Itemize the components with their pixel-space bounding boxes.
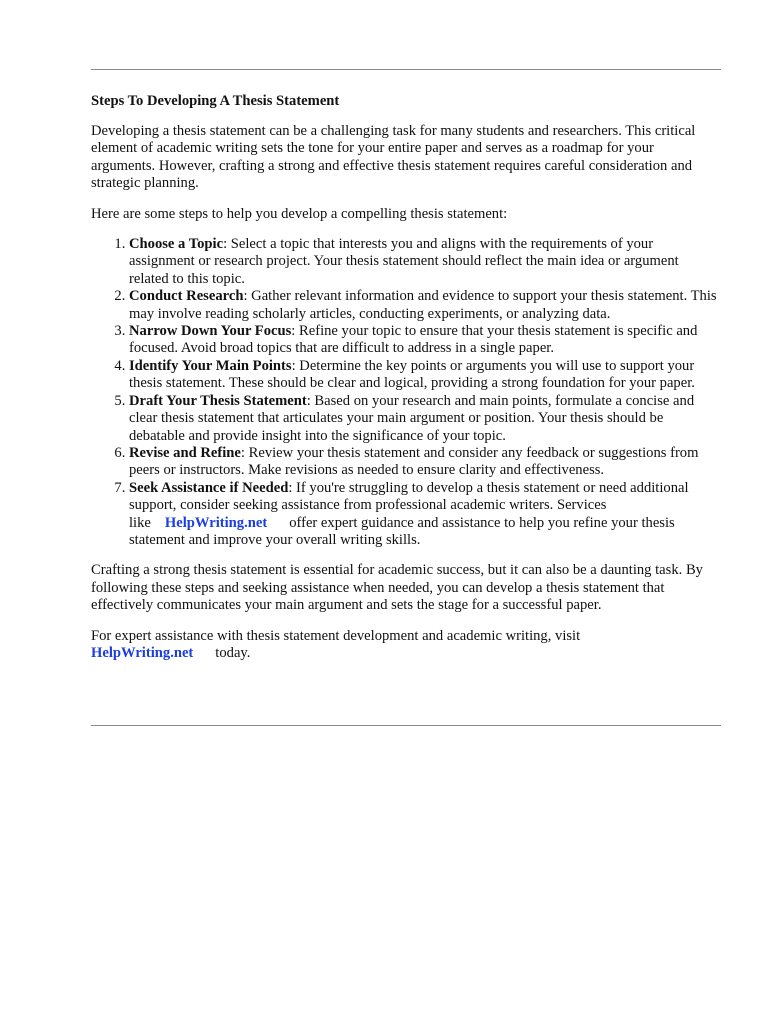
top-divider: [91, 69, 721, 70]
step-item-draft-thesis: [129, 393, 721, 445]
step-separator: :: [291, 323, 296, 340]
steps-list: [91, 236, 721, 549]
step-separator: :: [306, 392, 311, 409]
step-separator: :: [240, 444, 245, 461]
step-title: Narrow Down Your Focus: [129, 323, 292, 340]
step-separator: :: [223, 236, 228, 253]
step-item-seek-assistance: [129, 480, 721, 550]
step-item-narrow-focus: [129, 323, 721, 358]
step-text: Refine your topic to ensure that your thesis statement is specific and focused. Avoid broad topics that are difficult to address in a single paper.: [129, 323, 698, 357]
closing-text-before-link: For expert assistance with thesis statement development and academic writing, visit: [91, 627, 581, 644]
step-title: Conduct Research: [129, 288, 244, 305]
step-text: Determine the key points or arguments you will use to support your thesis statement. These should be clear and logical, providing a strong foundation for your paper.: [129, 357, 695, 392]
step-text: Select a topic that interests you and aligns with the requirements of your assignment or research project. Your thesis statement should reflect the main idea or argument related to this topic.: [129, 236, 679, 287]
step-title: Revise and Refine: [129, 444, 241, 461]
lead-in-paragraph: Here are some steps to help you develop a compelling thesis statement:: [91, 205, 508, 222]
document-title: Steps To Developing A Thesis Statement: [91, 93, 340, 109]
step-item-revise-refine: [129, 445, 721, 480]
document-body: [91, 92, 721, 675]
helpwriting-link-closing[interactable]: HelpWriting.net: [91, 644, 194, 661]
step-separator: :: [288, 479, 293, 496]
step-text: Gather relevant information and evidence to support your thesis statement. This may involve reading scholarly articles, conducting experiments, or analyzing data.: [129, 288, 717, 322]
step-text: Review your thesis statement and consider any feedback or suggestions from peers or instructors. Make revisions as needed to ensure clarity and effectiveness.: [129, 444, 699, 479]
step-separator: :: [291, 357, 296, 374]
step-item-main-points: [129, 358, 721, 393]
step-separator: :: [243, 288, 248, 305]
step-title: Identify Your Main Points: [129, 357, 292, 374]
bottom-divider: [91, 725, 721, 726]
step-item-choose-topic: [129, 236, 721, 288]
step-text-before-link: If you're struggling to develop a thesis statement or need additional support, consider seeking assistance from professional academic writers. Services like: [129, 479, 689, 531]
step-text: Based on your research and main points, formulate a concise and clear thesis statement that articulates your main argument or position. Your thesis should be debatable and provide insight into the significance of your topic.: [129, 392, 695, 444]
step-item-conduct-research: [129, 288, 721, 323]
intro-paragraph: Developing a thesis statement can be a challenging task for many students and researchers. This critical element of academic writing sets the tone for your entire paper and serves as a roadmap for your arguments. However, crafting a strong and effective thesis statement requires careful consideration and strategic planning.: [91, 123, 696, 192]
step-title: Choose a Topic: [129, 236, 224, 253]
step-text-after-link: offer expert guidance and assistance to help you refine your thesis statement and improve your overall writing skills.: [129, 514, 675, 548]
step-title: Draft Your Thesis Statement: [129, 392, 307, 409]
helpwriting-link-step[interactable]: HelpWriting.net: [164, 514, 268, 531]
conclusion-paragraph: Crafting a strong thesis statement is essential for academic success, but it can also be a daunting task. By following these steps and seeking assistance when needed, you can develop a thesis statement that effectively communicates your main argument and sets the stage for a successful paper.: [91, 562, 703, 614]
closing-text-after-link: today.: [215, 644, 251, 661]
step-title: Seek Assistance if Needed: [129, 479, 289, 496]
closing-paragraph: [91, 628, 721, 663]
